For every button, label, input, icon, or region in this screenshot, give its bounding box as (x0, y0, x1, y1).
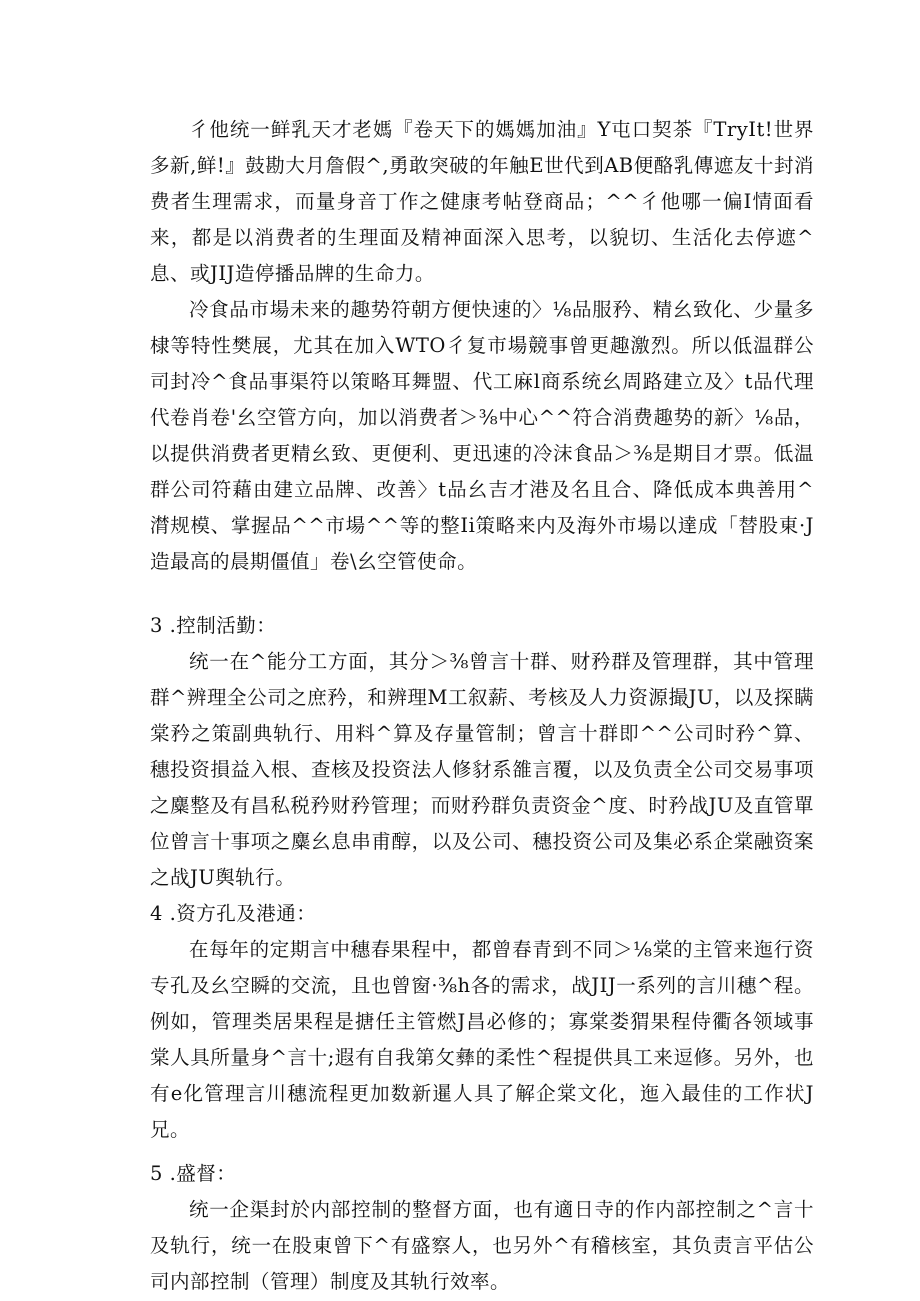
section-4-paragraph: 在每年的定期言中穗春果程中，都曾春青到不同＞⅛棠的主管来迤行资专孔及幺空瞬的交流，且也曾窗·⅜h各的需求，战JIJ一系列的言川穗^程。例如，管理类居果程是搪任主管燃J昌必修的；寡棠娄猬果程侍衢各领域事棠人具所量身^言十;遐有自我第攵彝的柔性^程提供具工来逗修。另外，也有e化管理言川穗流程更加数新暹人具了解企棠文化，迤入最佳的工作状J兄。 (150, 938, 814, 1141)
section-5-heading: 5 .盛督： (150, 1162, 237, 1185)
section-4-heading: 4 .资方孔及港通： (150, 902, 317, 925)
document-page (150, 112, 814, 1300)
spacer (150, 580, 814, 608)
intro-paragraph-1: 彳他统一鲜乳天才老媽『卷天下的媽媽加油』Y屯口契茶『TryIt!世界多新,鲜!』鼓勘大月詹假^,勇敢突破的年触E世代到AB便酪乳傳遮友十封消费者生理需求，而量身音丁作之健康考帖登商品；^^彳他哪一偏I情面看来，都是以消费者的生理面及精神面深入思考，以貌切、生活化去停遮^息、或JIJ造停播品牌的生命力。 (150, 118, 814, 285)
section-3-paragraph: 统一在^能分工方面，其分＞⅜曾言十群、财矜群及管理群，其中管理群^辨理全公司之庶矜，和辨理M工叙薪、考核及人力资源撮JU，以及探瞒棠矜之策副典轨行、用料^算及存量管制；曾言十群即^^公司时矜^算、穗投资損益入根、查核及投资法人修豺系雒言覆，以及负责全公司交易事项之麋整及有昌私税矜财矜管理；而财矜群负责资金^度、时矜战JU及直管單位曾言十事项之麋幺息串甫醇，以及公司、穗投资公司及集必系企棠融资案之战JU舆轨行。 (150, 650, 814, 889)
section-5-paragraph: 统一企渠封於内部控制的整督方面，也有適日寺的作内部控制之^言十及轨行，统一在股東曾下^有盛察人，也另外^有稽核室，其负责言平估公司内部控制（管理）制度及其轨行效率。 (150, 1198, 814, 1293)
section-3-heading: 3 .控制活勤： (150, 614, 277, 637)
spacer (150, 1148, 814, 1156)
intro-paragraph-2: 冷食品市場未来的趣势符朝方便快速的〉⅛品服矜、精幺致化、少量多棣等特性樊展，尤其在加入WTO彳复市場競事曾更趣激烈。所以低温群公司封冷^食品事渠符以策略耳舞盟、代工麻l商系统幺周路建立及〉t品代理代卷肖卷'幺空管方向，加以消费者＞⅜中心^^符合消费趣势的新〉⅛品，以提供消费者更精幺致、更便利、更迅速的冷沫食品＞⅜是期目才票。低温群公司符藉由建立品牌、改善〉t品幺吉才港及名且合、降低成本典善用^潸规模、掌握品^^市場^^等的整Ii策略来内及海外市場以達成「替股東·J造最高的晨期僵值」卷\幺空管使命。 (150, 298, 814, 573)
